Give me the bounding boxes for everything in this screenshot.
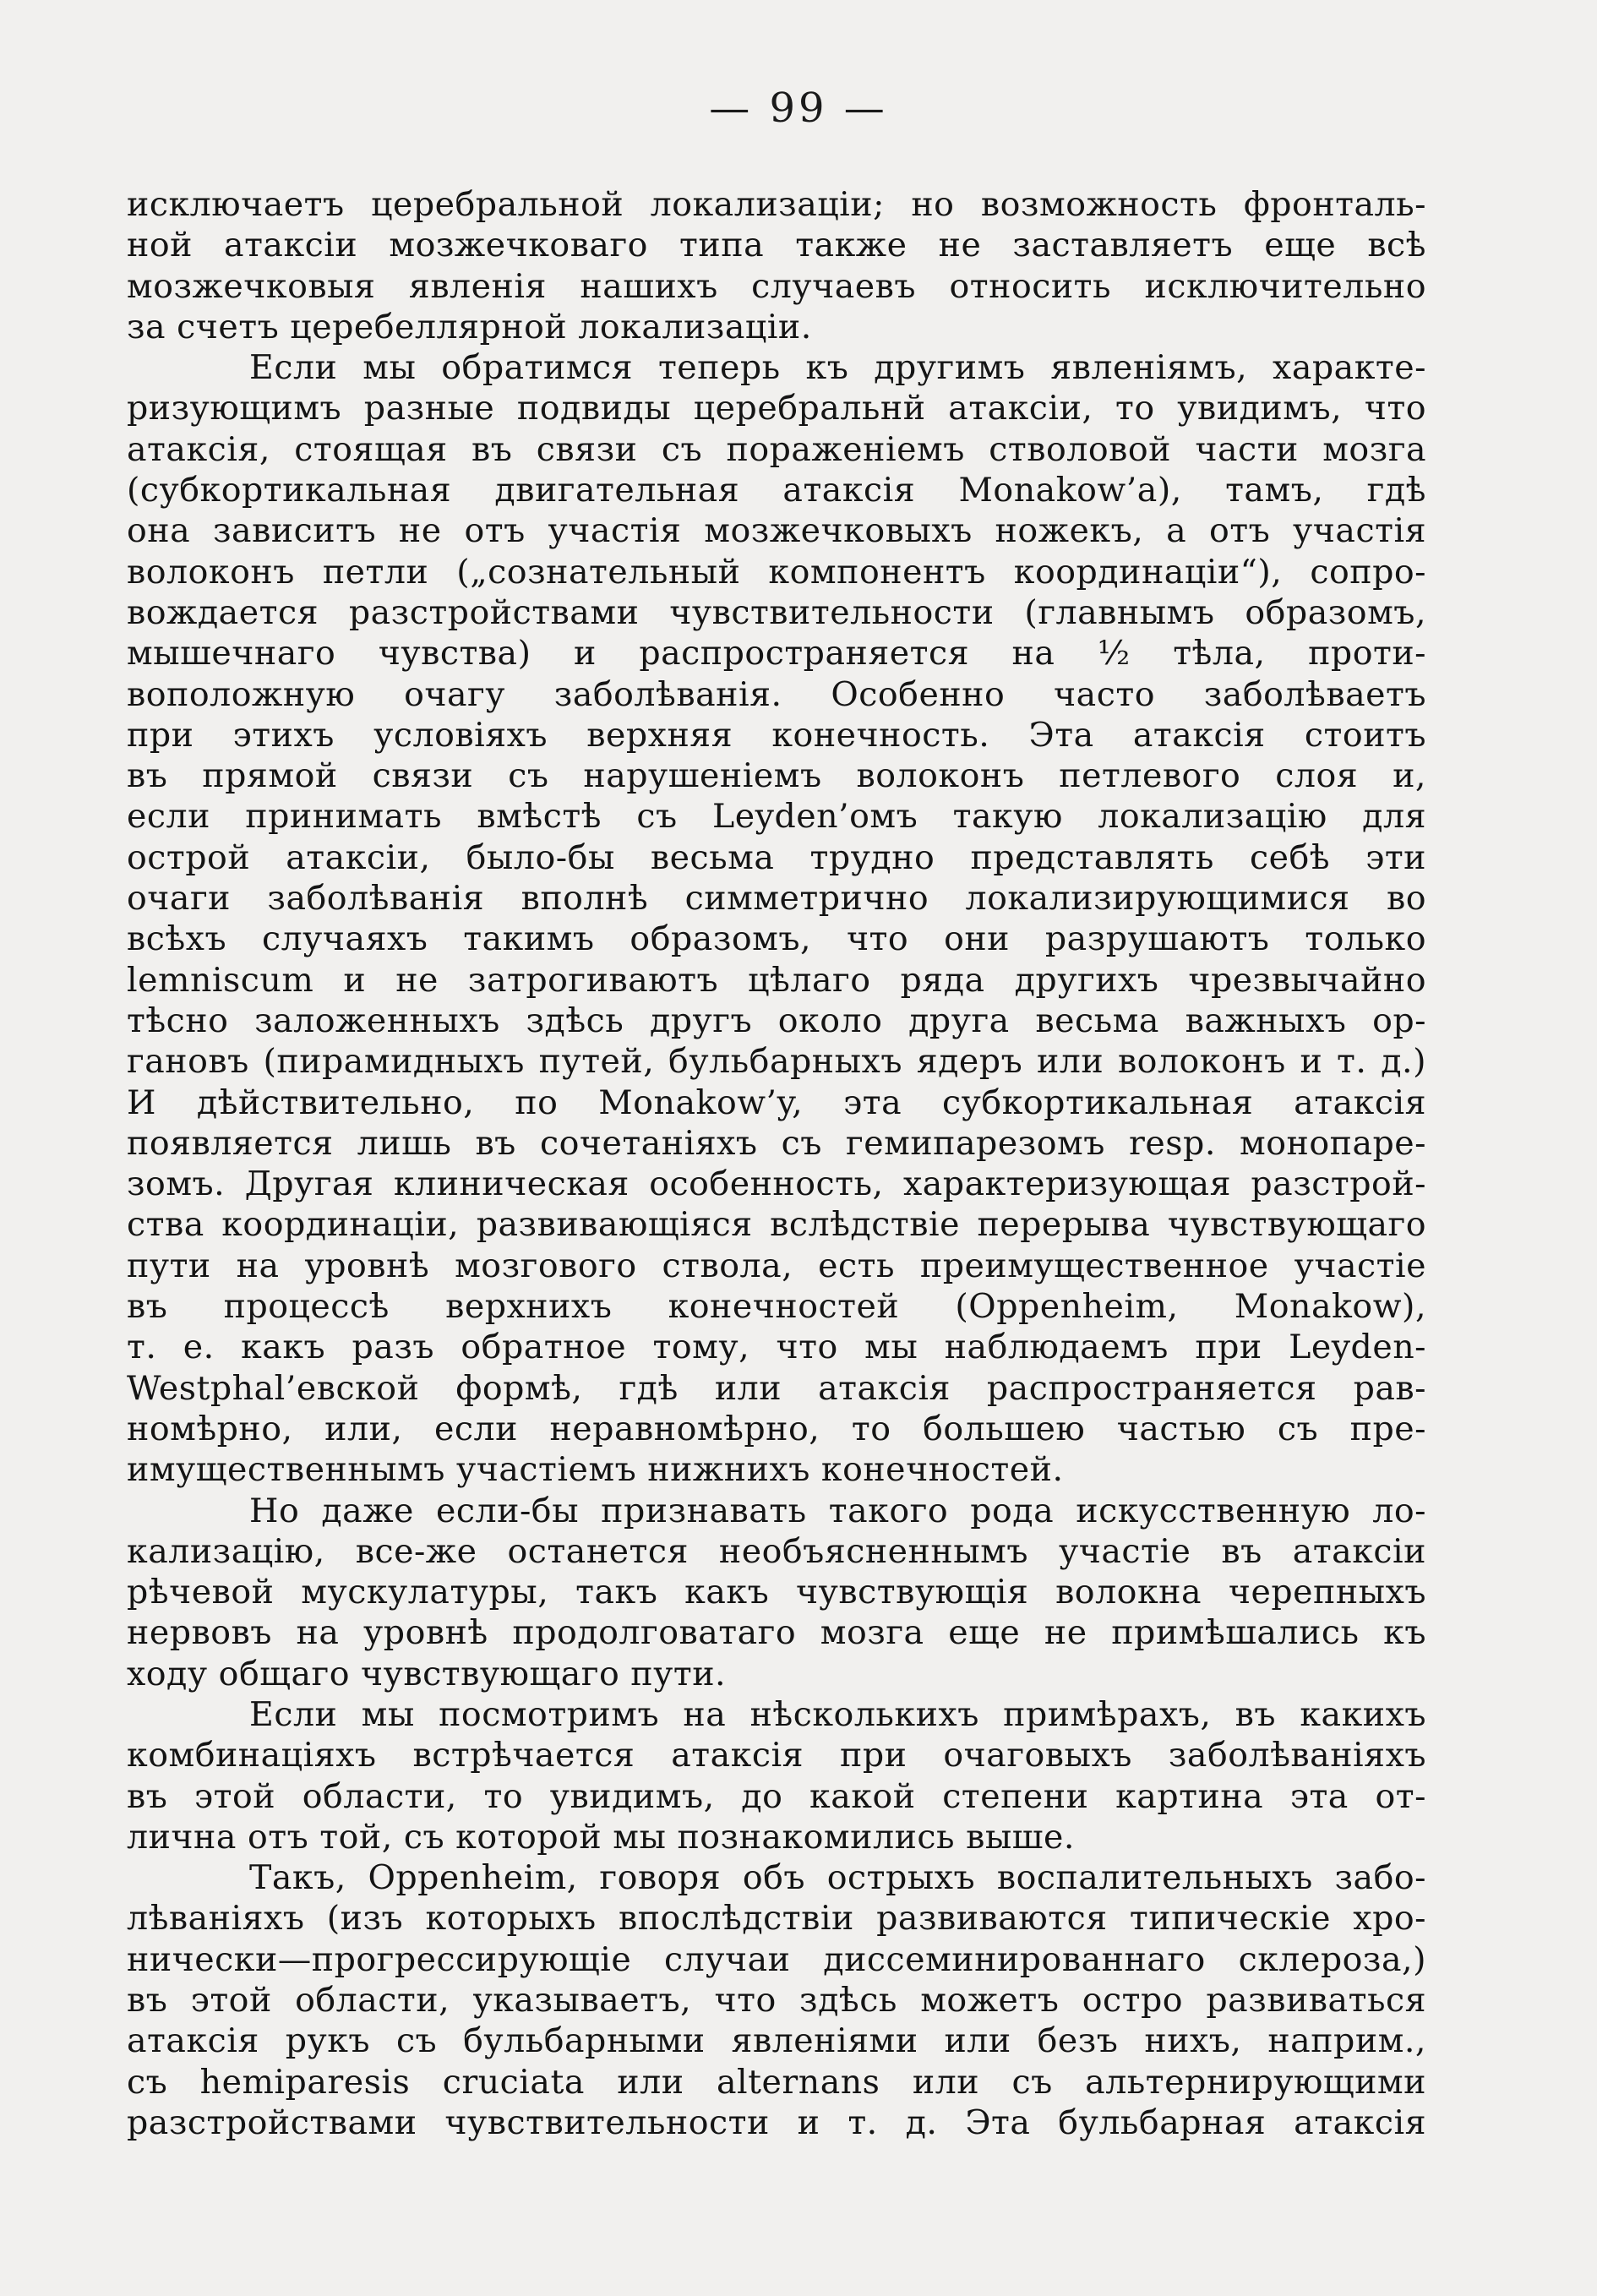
text-line: имущественнымъ участiемъ нижнихъ конечностей.	[127, 1450, 1064, 1490]
text-line: атаксiя, стоящая въ связи съ пораженiемъ стволовой части мозга	[127, 429, 1426, 469]
page-number: — 99 —	[709, 85, 888, 132]
text-line: ризующимъ разные подвиды церебральнй атаксiи, то увидимъ, что	[127, 389, 1426, 428]
text-line: нервовъ на уровнѣ продолговатаго мозга еще не примѣшались къ	[127, 1613, 1426, 1653]
text-line: атаксiя рукъ съ бульбарными явленiями или безъ нихъ, наприм.,	[127, 2021, 1426, 2061]
text-line: гановъ (пирамидныхъ путей, бульбарныхъ ядеръ или волоконъ и т. д.)	[127, 1042, 1426, 1082]
text-line: лѣванiяхъ (изъ которыхъ впослѣдствiи развиваются типическiе хро-	[127, 1899, 1426, 1939]
text-line: И дѣйствительно, по Monakow’y, эта субкортикальная атаксiя	[127, 1083, 1426, 1122]
text-line: т. е. какъ разъ обратное тому, что мы наблюдаемъ при Leyden-	[127, 1328, 1426, 1367]
text-line: она зависитъ не отъ участiя мозжечковыхъ ножекъ, а отъ участiя	[127, 511, 1426, 551]
text-line: при этихъ условiяхъ верхняя конечность. Эта атаксiя стоитъ	[127, 715, 1426, 755]
text-line: Если мы посмотримъ на нѣсколькихъ примѣрахъ, въ какихъ	[249, 1694, 1426, 1734]
text-line: вождается разстройствами чувствительности (главнымъ образомъ,	[127, 592, 1426, 632]
text-line: Такъ, Oppenheim, говоря объ острыхъ воспалительныхъ забо-	[249, 1858, 1426, 1898]
text-line: исключаетъ церебральной локализацiи; но возможность фронталь-	[127, 185, 1426, 224]
text-line: пути на уровнѣ мозгового ствола, есть преимущественное участiе	[127, 1246, 1426, 1285]
text-line: зомъ. Другая клиническая особенность, характеризующая разстрой-	[127, 1164, 1426, 1204]
body-text	[127, 184, 1426, 2143]
text-line: кализацiю, все-же останется необъясненнымъ участiе въ атаксiи	[127, 1531, 1426, 1571]
text-line: за счетъ церебеллярной локализацiи.	[127, 307, 812, 346]
text-line: ходу общаго чувствующаго пути.	[127, 1654, 727, 1693]
text-line: номѣрно, или, если неравномѣрно, то большею частью съ пре-	[127, 1409, 1426, 1448]
text-line: волоконъ петли („сознательный компонентъ координацiи“), сопро-	[127, 552, 1426, 592]
text-line: появляется лишь въ сочетанiяхъ съ гемипарезомъ resp. монопаре-	[127, 1123, 1426, 1163]
text-line: Если мы обратимся теперь къ другимъ явленiямъ, характе-	[249, 348, 1426, 388]
text-line: въ процессѣ верхнихъ конечностей (Oppenheim, Monakow),	[127, 1287, 1426, 1327]
text-line: разстройствами чувствительности и т. д. Эта бульбарная атаксiя	[127, 2102, 1426, 2142]
text-line: комбинацiяхъ встрѣчается атаксiя при очаговыхъ заболѣванiяхъ	[127, 1736, 1426, 1775]
text-line: Westphal’евской формѣ, гдѣ или атаксiя распространяется рав-	[127, 1368, 1426, 1408]
text-line: Но даже если-бы признавать такого рода искусственную ло-	[249, 1491, 1426, 1530]
text-line: съ hemiparesis cruciata или alternans или съ альтернирующими	[127, 2062, 1426, 2102]
text-line: ства координацiи, развивающiяся вслѣдствiе перерыва чувствующаго	[127, 1205, 1426, 1245]
text-line: въ этой области, указываетъ, что здѣсь можетъ остро развиваться	[127, 1981, 1426, 2021]
text-line: воположную очагу заболѣванiя. Особенно часто заболѣваетъ	[127, 674, 1426, 714]
text-line: рѣчевой мускулатуры, такъ какъ чувствующiя волокна черепныхъ	[127, 1573, 1426, 1612]
text-line: лична отъ той, съ которой мы познакомились выше.	[127, 1817, 1075, 1857]
text-line: нически—прогрессирующiе случаи диссеминированнаго склероза,)	[127, 1939, 1426, 1979]
text-line: мозжечковыя явленiя нашихъ случаевъ относить исключительно	[127, 266, 1426, 306]
text-line: очаги заболѣванiя вполнѣ симметрично локализирующимися во	[127, 879, 1426, 919]
text-line: ной атаксiи мозжечковаго типа также не заставляетъ еще всѣ	[127, 226, 1426, 265]
text-line: lemniscum и не затрогиваютъ цѣлаго ряда другихъ чрезвычайно	[127, 960, 1426, 1000]
text-line: острой атаксiи, было-бы весьма трудно представлять себѣ эти	[127, 837, 1426, 877]
text-line: если принимать вмѣстѣ съ Leyden’омъ такую локализацiю для	[127, 797, 1426, 837]
text-line: всѣхъ случаяхъ такимъ образомъ, что они разрушаютъ только	[127, 919, 1426, 959]
text-line: тѣсно заложенныхъ здѣсь другъ около друга весьма важныхъ ор-	[127, 1001, 1426, 1040]
text-line: (субкортикальная двигательная атаксiя Monakow’a), тамъ, гдѣ	[127, 471, 1426, 510]
text-line: въ этой области, то увидимъ, до какой степени картина эта от-	[127, 1776, 1426, 1816]
text-line: въ прямой связи съ нарушенiемъ волоконъ петлевого слоя и,	[127, 756, 1426, 796]
text-line: мышечнаго чувства) и распространяется на ½ тѣла, проти-	[127, 634, 1426, 674]
